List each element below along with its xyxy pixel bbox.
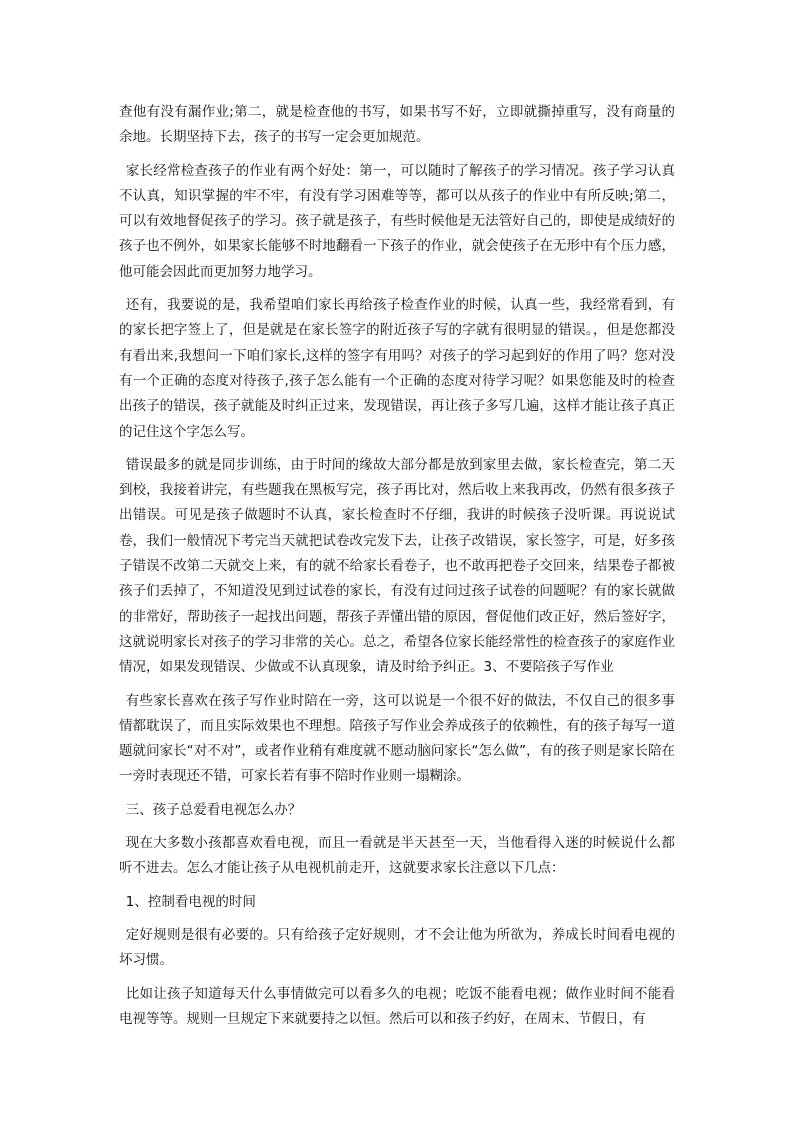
subsection-heading: 1、控制看电视的时间 [125, 893, 256, 910]
paragraph: 有些家长喜欢在孩子写作业时陪在一旁，这可以说是一个很不好的做法，不仅自己的很多事情都耽误了，而且实际效果也不理想。陪孩子写作业会养成孩子的依赖性，有的孩子每写一道题就问家长“对不对”，或者作业稍有难度就不愿动脑问家长“怎么做”，有的孩子则是家长陪在一旁时表现还不错，可家长若有事不陪时作业则一塌糊涂。 [119, 692, 675, 785]
paragraph: 定好规则是很有必要的。只有给孩子定好规则，才不会让他为所欲为，养成长时间看电视的坏习惯。 [119, 926, 675, 969]
paragraph: 比如让孩子知道每天什么事情做完可以看多久的电视；吃饭不能看电视；做作业时间不能看电视等等。规则一旦规定下来就要持之以恒。然后可以和孩子约好，在周末、节假日，有 [119, 985, 675, 1027]
paragraph: 错误最多的就是同步训练，由于时间的缘故大部分都是放到家里去做，家长检查完，第二天到校，我接着讲完，有些题我在黑板写完，孩子再比对，然后收上来我再改，仍然有很多孩子出错误。可见是孩子做题时不认真，家长检查时不仔细，我讲的时候孩子没听课。再说说试卷，我们一般情况下考完当天就把试卷改完发下去，让孩子改错误，家长签字，可是，好多孩子错误不改第二天就交上来，有的就不给家长看卷子，也不敢再把卷子交回来，结果卷子都被孩子们丢掉了，不知道没见到过试卷的家长，有没有过问过孩子试卷的问题呢？有的家长就做的非常好，帮助孩子一起找出问题，帮孩子弄懂出错的原因，督促他们改正好，然后签好字，这就说明家长对孩子的学习非常的关心。总之，希望各位家长能经常性的检查孩子的家庭作业情况，如果发现错误、少做或不认真现象，请及时给予纠正。3、不要陪孩子写作业 [119, 456, 675, 676]
paragraph: 还有，我要说的是，我希望咱们家长再给孩子检查作业的时候，认真一些，我经常看到，有的家长把字签上了，但是就是在家长签字的附近孩子写的字就有很明显的错误。，但是您都没有看出来,我想问一下咱们家长,这样的签字有用吗？对孩子的学习起到好的作用了吗？您对没有一个正确的态度对待孩子,孩子怎么能有一个正确的态度对待学习呢？如果您能及时的检查出孩子的错误，孩子就能及时纠正过来，发现错误，再让孩子多写几遍，这样才能让孩子真正的记住这个字怎么写。 [119, 297, 675, 440]
paragraph: 家长经常检查孩子的作业有两个好处：第一，可以随时了解孩子的学习情况。孩子学习认真不认真，知识掌握的牢不牢，有没有学习困难等等，都可以从孩子的作业中有所反映;第二，可以有效地督促孩子的学习。孩子就是孩子，有些时候他是无法管好自己的，即使是成绩好的孩子也不例外，如果家长能够不时地翻看一下孩子的作业，就会使孩子在无形中有个压力感，他可能会因此而更加努力地学习。 [119, 162, 675, 280]
section-heading: 三、孩子总爱看电视怎么办？ [125, 801, 302, 818]
paragraph: 现在大多数小孩都喜欢看电视，而且一看就是半天甚至一天，当他看得入迷的时候说什么都听不进去。怎么才能让孩子从电视机前走开，这就要求家长注意以下几点： [119, 835, 675, 877]
paragraph: 查他有没有漏作业;第二，就是检查他的书写，如果书写不好，立即就撕掉重写，没有商量的余地。长期坚持下去，孩子的书写一定会更加规范。 [119, 104, 675, 146]
document-body [119, 100, 675, 1040]
